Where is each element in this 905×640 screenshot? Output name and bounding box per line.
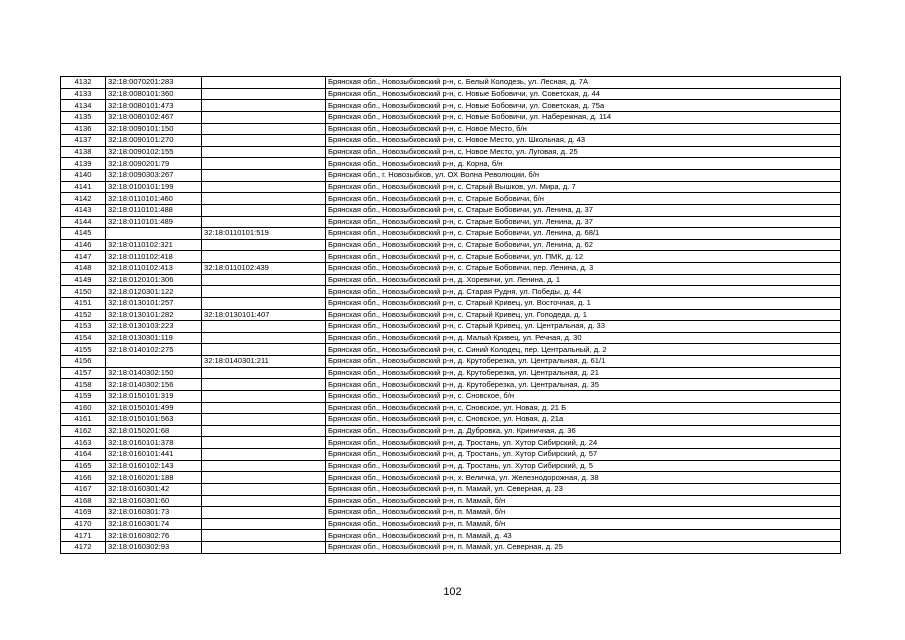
row-number-cell: 4144	[61, 216, 106, 228]
row-number-cell: 4132	[61, 77, 106, 89]
cadastral-number-cell: 32:18:0130103:223	[106, 321, 202, 333]
row-number-cell: 4134	[61, 100, 106, 112]
row-number-cell: 4168	[61, 495, 106, 507]
cadastral-number-cell: 32:18:0150101:499	[106, 402, 202, 414]
table-row	[61, 414, 841, 426]
previous-number-cell	[202, 472, 326, 484]
table-row	[61, 367, 841, 379]
cadastral-number-cell: 32:18:0110102:418	[106, 251, 202, 263]
address-cell: Брянская обл., Новозыбковский р-н, с. Старые Бобовичи, ул. Ленина, д. 68/1	[326, 228, 841, 240]
table-row	[61, 390, 841, 402]
cadastral-number-cell: 32:18:0160301:42	[106, 483, 202, 495]
previous-number-cell: 32:18:0140301:211	[202, 356, 326, 368]
address-cell: Брянская обл., Новозыбковский р-н, с. Новое Место, ул. Луговая, д. 25	[326, 146, 841, 158]
row-number-cell: 4172	[61, 542, 106, 554]
table-row	[61, 356, 841, 368]
cadastral-number-cell: 32:18:0160101:441	[106, 449, 202, 461]
address-cell: Брянская обл., Новозыбковский р-н, с. Старые Бобовичи, ул. Ленина, д. 37	[326, 204, 841, 216]
cadastral-number-cell: 32:18:0130101:282	[106, 309, 202, 321]
cadastral-number-cell: 32:18:0130301:119	[106, 332, 202, 344]
address-cell: Брянская обл., Новозыбковский р-н, с. Сновское, ул. Новая, д. 21 Б	[326, 402, 841, 414]
previous-number-cell	[202, 460, 326, 472]
table-row	[61, 135, 841, 147]
address-cell: Брянская обл., Новозыбковский р-н, с. Старый Кривец, ул. Гоподеда, д. 1	[326, 309, 841, 321]
address-cell: Брянская обл., Новозыбковский р-н, д. Корна, б/н	[326, 158, 841, 170]
previous-number-cell	[202, 100, 326, 112]
row-number-cell: 4149	[61, 274, 106, 286]
address-cell: Брянская обл., Новозыбковский р-н, п. Мамай, ул. Северная, д. 25	[326, 542, 841, 554]
row-number-cell: 4153	[61, 321, 106, 333]
address-cell: Брянская обл., Новозыбковский р-н, п. Мамай, б/н	[326, 518, 841, 530]
previous-number-cell	[202, 274, 326, 286]
address-cell: Брянская обл., Новозыбковский р-н, д. Малый Кривец, ул. Речная, д. 30	[326, 332, 841, 344]
table-row	[61, 402, 841, 414]
previous-number-cell	[202, 158, 326, 170]
row-number-cell: 4147	[61, 251, 106, 263]
row-number-cell: 4136	[61, 123, 106, 135]
row-number-cell: 4152	[61, 309, 106, 321]
address-cell: Брянская обл., Новозыбковский р-н, с. Сновское, б/н	[326, 390, 841, 402]
previous-number-cell	[202, 216, 326, 228]
row-number-cell: 4145	[61, 228, 106, 240]
row-number-cell: 4138	[61, 146, 106, 158]
cadastral-number-cell: 32:18:0110101:489	[106, 216, 202, 228]
row-number-cell: 4167	[61, 483, 106, 495]
address-cell: Брянская обл., Новозыбковский р-н, с. Новое Место, ул. Школьная, д. 43	[326, 135, 841, 147]
address-cell: Брянская обл., Новозыбковский р-н, с. Старые Бобовичи, б/н	[326, 193, 841, 205]
address-cell: Брянская обл., Новозыбковский р-н, с. Старые Бобовичи, ул. Ленина, д. 62	[326, 239, 841, 251]
table-row	[61, 472, 841, 484]
table-row	[61, 111, 841, 123]
previous-number-cell	[202, 297, 326, 309]
row-number-cell: 4135	[61, 111, 106, 123]
previous-number-cell	[202, 251, 326, 263]
address-cell: Брянская обл., Новозыбковский р-н, с. Старый Кривец, ул. Центральная, д. 33	[326, 321, 841, 333]
row-number-cell: 4154	[61, 332, 106, 344]
address-cell: Брянская обл., Новозыбковский р-н, д. Старая Рудня, ул. Победы, д. 44	[326, 286, 841, 298]
cadastral-number-cell: 32:18:0160102:143	[106, 460, 202, 472]
row-number-cell: 4142	[61, 193, 106, 205]
previous-number-cell	[202, 530, 326, 542]
previous-number-cell	[202, 344, 326, 356]
cadastral-number-cell: 32:18:0160101:378	[106, 437, 202, 449]
cadastral-number-cell: 32:18:0090102:155	[106, 146, 202, 158]
address-cell: Брянская обл., Новозыбковский р-н, с. Новые Бобовичи, ул. Набережная, д. 114	[326, 111, 841, 123]
table-row	[61, 309, 841, 321]
row-number-cell: 4157	[61, 367, 106, 379]
previous-number-cell	[202, 193, 326, 205]
table-row	[61, 483, 841, 495]
table-row	[61, 170, 841, 182]
address-cell: Брянская обл., Новозыбковский р-н, д. Крутоберезка, ул. Центральная, д. 61/1	[326, 356, 841, 368]
previous-number-cell	[202, 170, 326, 182]
table-row	[61, 507, 841, 519]
cadastral-number-cell: 32:18:0160302:93	[106, 542, 202, 554]
row-number-cell: 4139	[61, 158, 106, 170]
row-number-cell: 4133	[61, 88, 106, 100]
address-cell: Брянская обл., Новозыбковский р-н, д. Тростань, ул. Хутор Сибирский, д. 57	[326, 449, 841, 461]
cadastral-number-cell: 32:18:0070201:283	[106, 77, 202, 89]
table-row	[61, 518, 841, 530]
address-cell: Брянская обл., Новозыбковский р-н, с. Синий Колодец, пер. Центральный, д. 2	[326, 344, 841, 356]
cadastral-number-cell: 32:18:0100101:199	[106, 181, 202, 193]
address-cell: Брянская обл., Новозыбковский р-н, с. Сновское, ул. Новая, д. 21а	[326, 414, 841, 426]
previous-number-cell	[202, 495, 326, 507]
cadastral-number-cell: 32:18:0090101:150	[106, 123, 202, 135]
previous-number-cell	[202, 402, 326, 414]
table-row	[61, 181, 841, 193]
address-cell: Брянская обл., Новозыбковский р-н, с. Старый Вышков, ул. Мира, д. 7	[326, 181, 841, 193]
row-number-cell: 4140	[61, 170, 106, 182]
cadastral-number-cell: 32:18:0110101:488	[106, 204, 202, 216]
row-number-cell: 4151	[61, 297, 106, 309]
table-row	[61, 344, 841, 356]
page-number: 102	[443, 586, 462, 598]
table-row	[61, 297, 841, 309]
previous-number-cell	[202, 390, 326, 402]
previous-number-cell: 32:18:0130101:407	[202, 309, 326, 321]
cadastral-number-cell: 32:18:0080101:473	[106, 100, 202, 112]
previous-number-cell	[202, 379, 326, 391]
cadastral-number-cell: 32:18:0150101:563	[106, 414, 202, 426]
previous-number-cell	[202, 542, 326, 554]
previous-number-cell	[202, 367, 326, 379]
row-number-cell: 4137	[61, 135, 106, 147]
cadastral-number-cell: 32:18:0110101:460	[106, 193, 202, 205]
cadastral-number-cell: 32:18:0160201:188	[106, 472, 202, 484]
row-number-cell: 4159	[61, 390, 106, 402]
row-number-cell: 4160	[61, 402, 106, 414]
table-row	[61, 146, 841, 158]
address-cell: Брянская обл., Новозыбковский р-н, д. Дубровка, ул. Криничная, д. 36	[326, 425, 841, 437]
table-row	[61, 321, 841, 333]
table-row	[61, 123, 841, 135]
address-cell: Брянская обл., Новозыбковский р-н, п. Мамай, б/н	[326, 507, 841, 519]
cadastral-number-cell: 32:18:0120101:306	[106, 274, 202, 286]
address-cell: Брянская обл., Новозыбковский р-н, д. Тростань, ул. Хутор Сибирский, д. 24	[326, 437, 841, 449]
address-cell: Брянская обл., Новозыбковский р-н, д. Крутоберезка, ул. Центральная, д. 35	[326, 379, 841, 391]
table-row	[61, 204, 841, 216]
address-cell: Брянская обл., Новозыбковский р-н, д. Крутоберезка, ул. Центральная, д. 21	[326, 367, 841, 379]
previous-number-cell	[202, 518, 326, 530]
address-cell: Брянская обл., Новозыбковский р-н, с. Старый Кривец, ул. Восточная, д. 1	[326, 297, 841, 309]
cadastral-number-cell: 32:18:0080102:467	[106, 111, 202, 123]
table-row	[61, 286, 841, 298]
previous-number-cell	[202, 135, 326, 147]
previous-number-cell	[202, 437, 326, 449]
address-cell: Брянская обл., Новозыбковский р-н, п. Мамай, ул. Северная, д. 23	[326, 483, 841, 495]
cadastral-number-cell	[106, 356, 202, 368]
previous-number-cell	[202, 181, 326, 193]
cadastral-number-cell: 32:18:0160302:76	[106, 530, 202, 542]
table-row	[61, 379, 841, 391]
row-number-cell: 4146	[61, 239, 106, 251]
cadastral-number-cell: 32:18:0090201:79	[106, 158, 202, 170]
row-number-cell: 4141	[61, 181, 106, 193]
previous-number-cell	[202, 286, 326, 298]
registry-table	[60, 76, 841, 554]
table-row	[61, 228, 841, 240]
address-cell: Брянская обл., Новозыбковский р-н, с. Новые Бобовичи, ул. Советская, д. 44	[326, 88, 841, 100]
previous-number-cell	[202, 483, 326, 495]
row-number-cell: 4161	[61, 414, 106, 426]
previous-number-cell	[202, 204, 326, 216]
cadastral-number-cell: 32:18:0090101:270	[106, 135, 202, 147]
row-number-cell: 4143	[61, 204, 106, 216]
address-cell: Брянская обл., Новозыбковский р-н, с. Старые Бобовичи, пер. Ленина, д. 3	[326, 263, 841, 275]
address-cell: Брянская обл., Новозыбковский р-н, д. Хоревичи, ул. Ленина, д. 1	[326, 274, 841, 286]
previous-number-cell	[202, 414, 326, 426]
row-number-cell: 4170	[61, 518, 106, 530]
cadastral-number-cell: 32:18:0150101:319	[106, 390, 202, 402]
table-row	[61, 495, 841, 507]
address-cell: Брянская обл., Новозыбковский р-н, с. Старые Бобовичи, ул. ПМК, д. 12	[326, 251, 841, 263]
cadastral-number-cell: 32:18:0160301:74	[106, 518, 202, 530]
row-number-cell: 4165	[61, 460, 106, 472]
address-cell: Брянская обл., Новозыбковский р-н, с. Старые Бобовичи, ул. Ленина, д. 37	[326, 216, 841, 228]
previous-number-cell	[202, 77, 326, 89]
table-row	[61, 332, 841, 344]
table-row	[61, 542, 841, 554]
row-number-cell: 4156	[61, 356, 106, 368]
address-cell: Брянская обл., г. Новозыбков, ул. ОХ Волна Революции, б/н	[326, 170, 841, 182]
address-cell: Брянская обл., Новозыбковский р-н, с. Новые Бобовичи, ул. Советская, д. 75а	[326, 100, 841, 112]
table-row	[61, 100, 841, 112]
previous-number-cell	[202, 332, 326, 344]
table-row	[61, 251, 841, 263]
table-row	[61, 239, 841, 251]
previous-number-cell: 32:18:0110101:519	[202, 228, 326, 240]
table-row	[61, 530, 841, 542]
row-number-cell: 4150	[61, 286, 106, 298]
table-row	[61, 193, 841, 205]
cadastral-number-cell: 32:18:0120301:122	[106, 286, 202, 298]
previous-number-cell	[202, 88, 326, 100]
previous-number-cell	[202, 111, 326, 123]
row-number-cell: 4155	[61, 344, 106, 356]
cadastral-number-cell: 32:18:0160301:73	[106, 507, 202, 519]
row-number-cell: 4169	[61, 507, 106, 519]
cadastral-number-cell: 32:18:0110102:413	[106, 263, 202, 275]
row-number-cell: 4148	[61, 263, 106, 275]
table-row	[61, 77, 841, 89]
table-row	[61, 425, 841, 437]
table-row	[61, 460, 841, 472]
previous-number-cell	[202, 425, 326, 437]
row-number-cell: 4166	[61, 472, 106, 484]
cadastral-number-cell: 32:18:0150201:68	[106, 425, 202, 437]
previous-number-cell	[202, 146, 326, 158]
cadastral-number-cell: 32:18:0140302:156	[106, 379, 202, 391]
previous-number-cell	[202, 239, 326, 251]
row-number-cell: 4163	[61, 437, 106, 449]
cadastral-number-cell: 32:18:0090303:267	[106, 170, 202, 182]
table-row	[61, 216, 841, 228]
previous-number-cell	[202, 321, 326, 333]
table-row	[61, 437, 841, 449]
address-cell: Брянская обл., Новозыбковский р-н, с. Новое Место, б/н	[326, 123, 841, 135]
table-row	[61, 263, 841, 275]
cadastral-number-cell: 32:18:0160301:60	[106, 495, 202, 507]
cadastral-number-cell: 32:18:0110102:321	[106, 239, 202, 251]
cadastral-number-cell: 32:18:0140302:150	[106, 367, 202, 379]
row-number-cell: 4158	[61, 379, 106, 391]
previous-number-cell	[202, 123, 326, 135]
address-cell: Брянская обл., Новозыбковский р-н, д. Тростань, ул. Хутор Сибирский, д. 5	[326, 460, 841, 472]
previous-number-cell	[202, 507, 326, 519]
cadastral-number-cell: 32:18:0140102:275	[106, 344, 202, 356]
address-cell: Брянская обл., Новозыбковский р-н, с. Белый Колодезь, ул. Лесная, д. 7А	[326, 77, 841, 89]
cadastral-number-cell	[106, 228, 202, 240]
cadastral-number-cell: 32:18:0130101:257	[106, 297, 202, 309]
address-cell: Брянская обл., Новозыбковский р-н, п. Мамай, д. 43	[326, 530, 841, 542]
row-number-cell: 4171	[61, 530, 106, 542]
registry-table-body	[61, 77, 841, 554]
table-row	[61, 449, 841, 461]
previous-number-cell	[202, 449, 326, 461]
address-cell: Брянская обл., Новозыбковский р-н, х. Величка, ул. Железнодорожная, д. 38	[326, 472, 841, 484]
cadastral-number-cell: 32:18:0080101:360	[106, 88, 202, 100]
address-cell: Брянская обл., Новозыбковский р-н, п. Мамай, б/н	[326, 495, 841, 507]
row-number-cell: 4162	[61, 425, 106, 437]
table-row	[61, 158, 841, 170]
table-row	[61, 88, 841, 100]
row-number-cell: 4164	[61, 449, 106, 461]
previous-number-cell: 32:18:0110102:439	[202, 263, 326, 275]
table-row	[61, 274, 841, 286]
